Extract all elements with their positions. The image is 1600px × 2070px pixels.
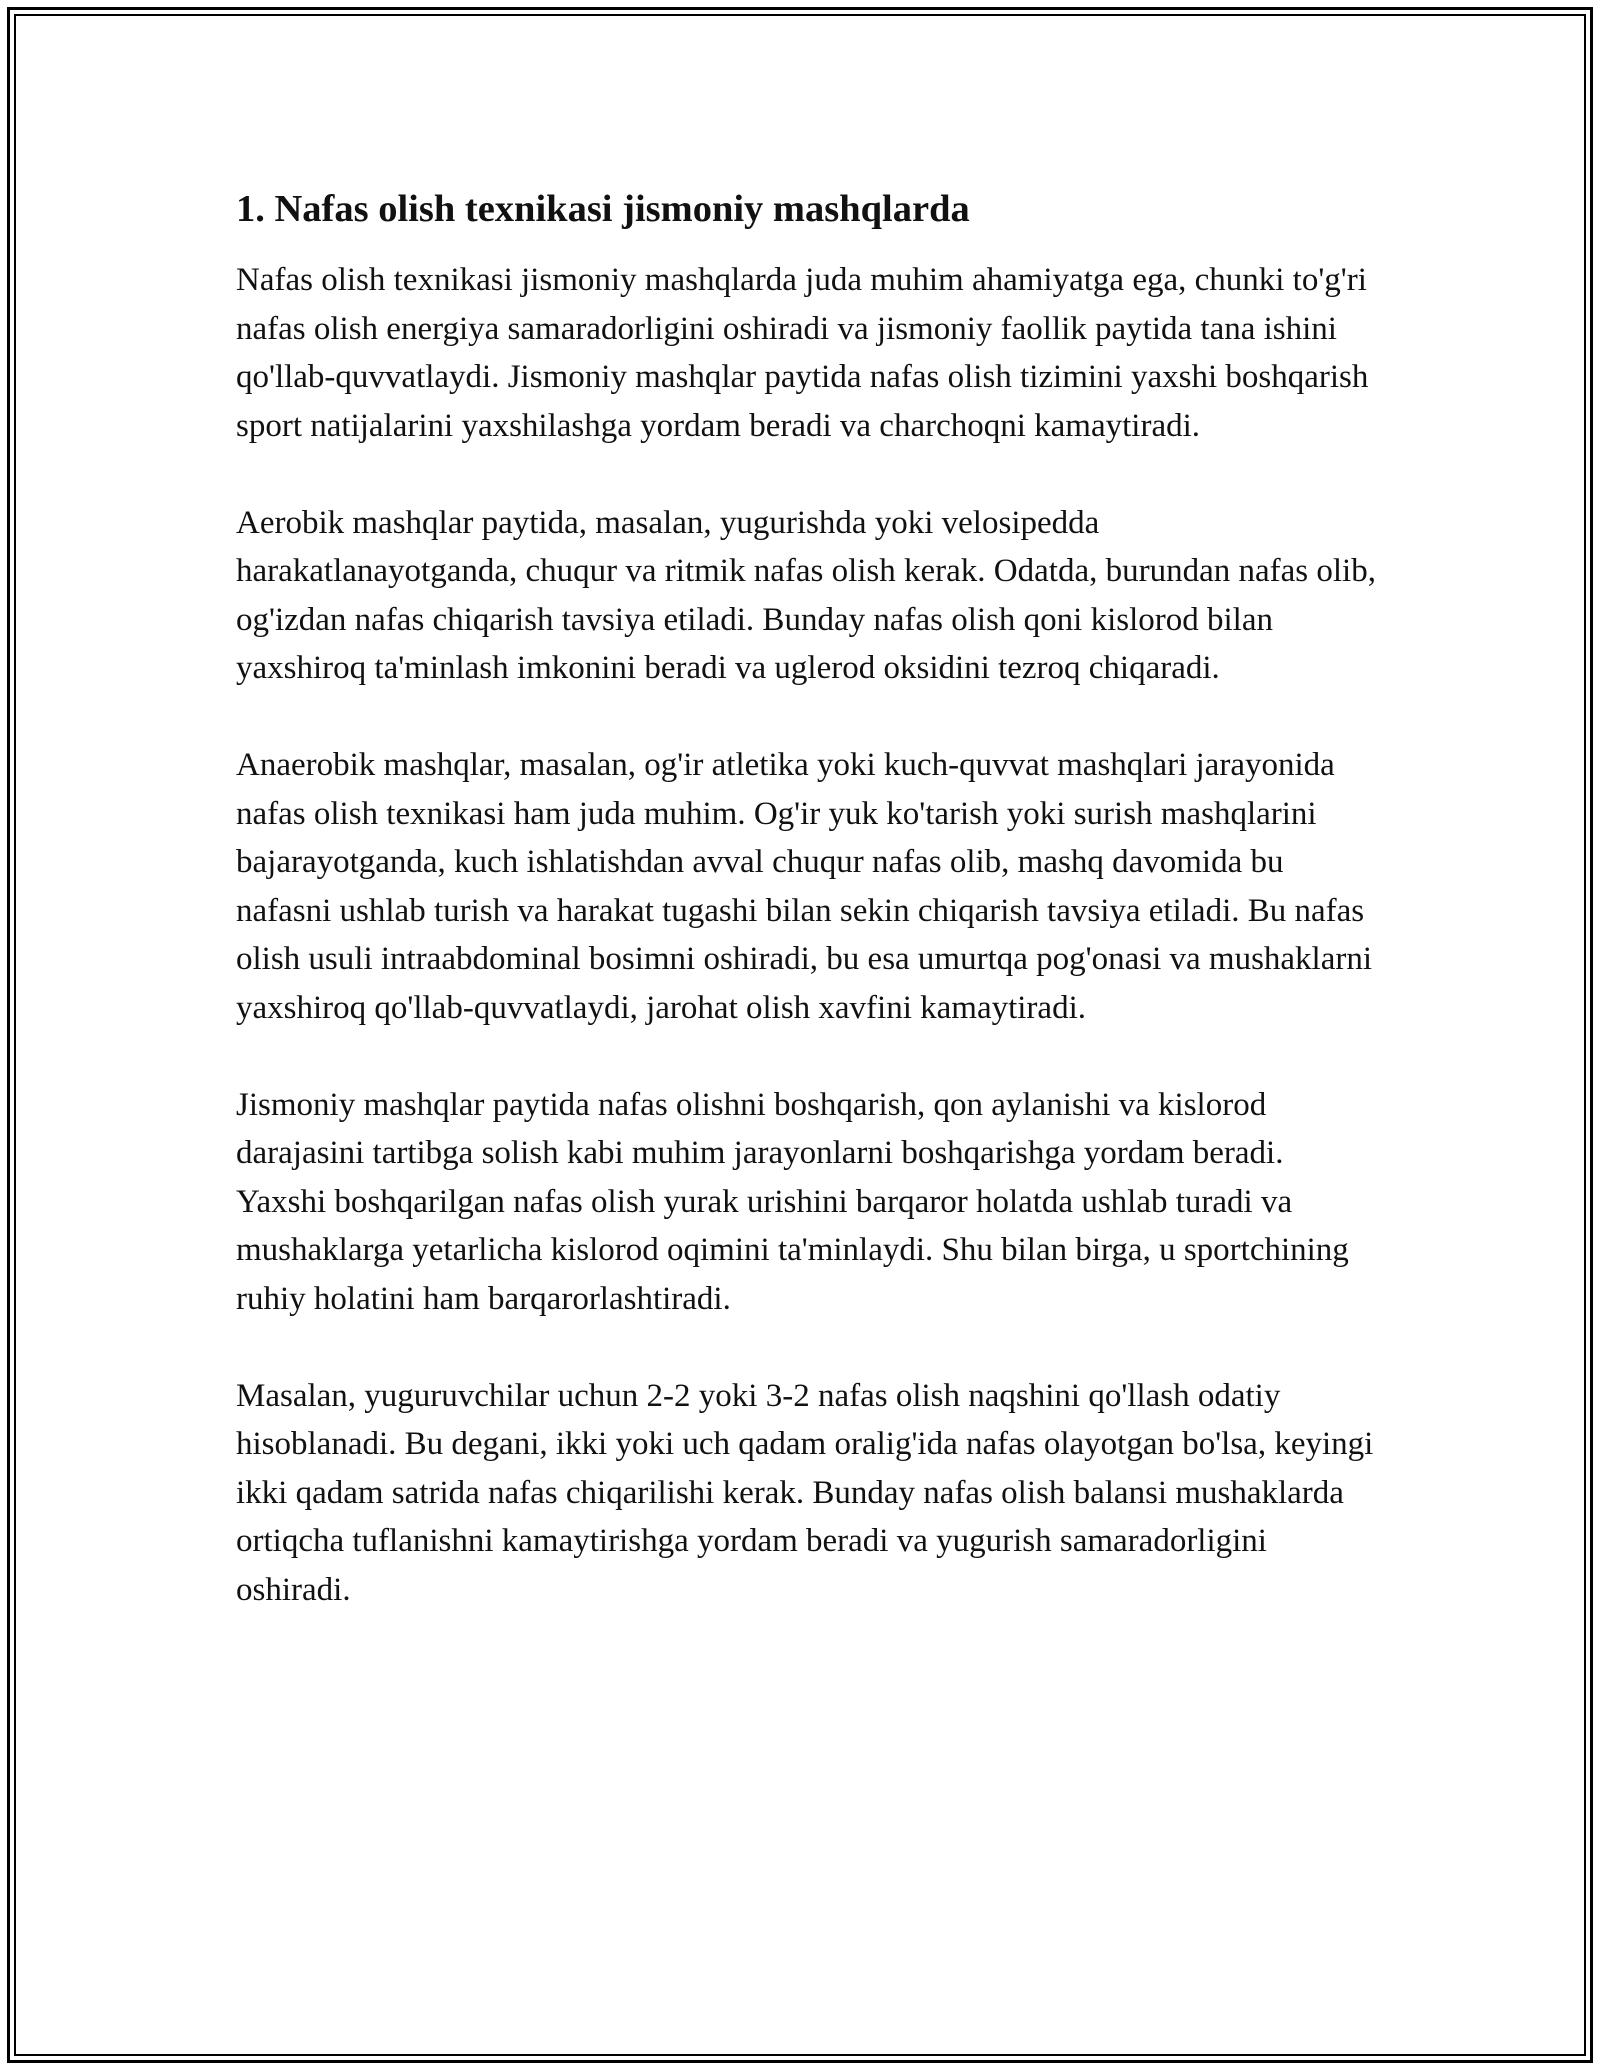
paragraph-breathing-control: Jismoniy mashqlar paytida nafas olishni boshqarish, qon aylanishi va kislorod darajasini tartibga solish kabi muhim jarayonlarni boshqarishga yordam beradi. Yaxshi boshqarilgan nafas olish yurak urishini barqaror holatda ushlab turadi va mushaklarga yetarlicha kislorod oqimini ta'minlaydi. Shu bilan birga, u sportchining ruhiy holatini ham barqarorlashtiradi. bbox=[236, 1086, 1349, 1317]
paragraph-anaerobic: Anaerobik mashqlar, masalan, og'ir atletika yoki kuch-quvvat mashqlari jarayonida nafas olish texnikasi ham juda muhim. Og'ir yuk ko'tarish yoki surish mashqlarini bajarayotganda, kuch ishlatishdan avval chuqur nafas olib, mashq davomida bu nafasni ushlab turish va harakat tugashi bilan sekin chiqarish tavsiya etiladi. Bu nafas olish usuli intraabdominal bosimni oshiradi, bu esa umurtqa pog'onasi va mushaklarni yaxshiroq qo'llab-quvvatlaydi, jarohat olish xavfini kamaytiradi. bbox=[236, 747, 1373, 1026]
paragraph-aerobic: Aerobik mashqlar paytida, masalan, yugurishda yoki velosipedda harakatlanayotganda, chuqur va ritmik nafas olish kerak. Odatda, burundan nafas olib, og'izdan nafas chiqarish tavsiya etiladi. Bunday nafas olish qoni kislorod bilan yaxshiroq ta'minlash imkonini beradi va uglerod oksidini tezroq chiqaradi. bbox=[236, 504, 1376, 687]
paragraph-intro: Nafas olish texnikasi jismoniy mashqlarda juda muhim ahamiyatga ega, chunki to'g'ri nafas olish energiya samaradorligini oshiradi va jismoniy faollik paytida tana ishini qo'llab-quvvatlaydi. Jismoniy mashqlar paytida nafas olish tizimini yaxshi boshqarish sport natijalarini yaxshilashga yordam beradi va charchoqni kamaytiradi. bbox=[236, 262, 1369, 444]
paragraph-running-pattern: Masalan, yuguruvchilar uchun 2-2 yoki 3-2 nafas olish naqshini qo'llash odatiy hisoblanadi. Bu degani, ikki yoki uch qadam oralig'ida nafas olayotgan bo'lsa, keyingi ikki qadam satrida nafas chiqarilishi kerak. Bunday nafas olish balansi mushaklarda ortiqcha tuflanishni kamaytirishga yordam beradi va yugurish samaradorligini oshiradi. bbox=[236, 1377, 1374, 1608]
document-body bbox=[236, 184, 1376, 1663]
section-heading: 1. Nafas olish texnikasi jismoniy mashqlarda bbox=[236, 188, 970, 230]
